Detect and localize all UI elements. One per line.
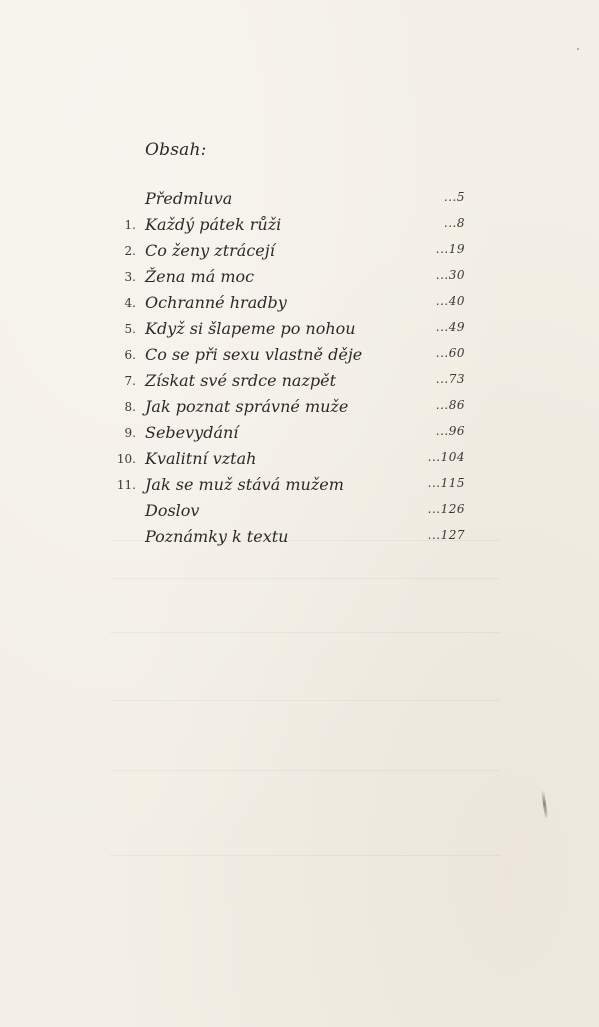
toc-entry-number: 1. [124, 218, 136, 232]
toc-entry-number: 10. [116, 452, 136, 466]
toc-list [0, 187, 599, 551]
show-through-line [110, 855, 500, 856]
toc-entry [0, 499, 599, 525]
toc-entry-title: Předmluva [145, 189, 233, 208]
toc-entry [0, 213, 599, 239]
toc-entry [0, 473, 599, 499]
show-through-line [110, 540, 500, 541]
toc-entry [0, 369, 599, 395]
toc-entry-title: Jak se muž stává mužem [145, 475, 344, 494]
toc-entry-title: Žena má moc [145, 267, 255, 286]
toc-entry-number: 7. [124, 374, 136, 388]
toc-entry-title: Ochranné hradby [145, 293, 287, 312]
ink-mark [541, 790, 548, 818]
toc-entry-page: ...49 [435, 320, 465, 334]
toc-entry-title: Jak poznat správné muže [145, 397, 349, 416]
toc-entry-page: ...40 [435, 294, 465, 308]
show-through-line [110, 700, 500, 701]
toc-entry-title: Doslov [145, 501, 200, 520]
toc-entry-page: ...8 [443, 216, 465, 230]
toc-entry-number: 3. [124, 270, 136, 284]
toc-entry-page: ...5 [443, 190, 465, 204]
toc-entry-title: Získat své srdce nazpět [145, 371, 337, 390]
toc-entry-page: ...127 [427, 528, 465, 542]
toc-entry-page: ...104 [427, 450, 465, 464]
paper-speck [577, 48, 579, 50]
toc-entry [0, 239, 599, 265]
toc-entry-page: ...19 [435, 242, 465, 256]
toc-entry [0, 447, 599, 473]
toc-entry [0, 265, 599, 291]
show-through-line [110, 578, 500, 579]
toc-entry-number: 4. [124, 296, 136, 310]
toc-entry-page: ...115 [427, 476, 465, 490]
toc-entry-title: Co ženy ztrácejí [145, 241, 275, 260]
toc-entry [0, 421, 599, 447]
toc-entry-number: 11. [116, 478, 136, 492]
toc-entry [0, 525, 599, 551]
toc-entry-page: ...96 [435, 424, 465, 438]
toc-entry-title: Co se při sexu vlastně děje [145, 345, 363, 364]
toc-entry-title: Kvalitní vztah [145, 449, 257, 468]
toc-entry-title: Každý pátek růži [145, 215, 282, 234]
toc-entry-page: ...126 [427, 502, 465, 516]
toc-entry-number: 2. [124, 244, 136, 258]
toc-entry-title: Poznámky k textu [145, 527, 289, 546]
toc-entry-title: Sebevydání [145, 423, 239, 442]
toc-entry [0, 317, 599, 343]
toc-entry-number: 6. [124, 348, 136, 362]
toc-entry-number: 8. [124, 400, 136, 414]
show-through-line [110, 770, 500, 771]
toc-entry [0, 291, 599, 317]
toc-heading: Obsah: [145, 140, 207, 160]
toc-entry [0, 395, 599, 421]
toc-entry [0, 343, 599, 369]
toc-entry-title: Když si šlapeme po nohou [145, 319, 356, 338]
toc-entry [0, 187, 599, 213]
toc-entry-number: 9. [124, 426, 136, 440]
toc-entry-page: ...73 [435, 372, 465, 386]
toc-entry-page: ...60 [435, 346, 465, 360]
toc-entry-page: ...30 [435, 268, 465, 282]
toc-entry-page: ...86 [435, 398, 465, 412]
show-through-line [110, 632, 500, 633]
toc-entry-number: 5. [124, 322, 136, 336]
